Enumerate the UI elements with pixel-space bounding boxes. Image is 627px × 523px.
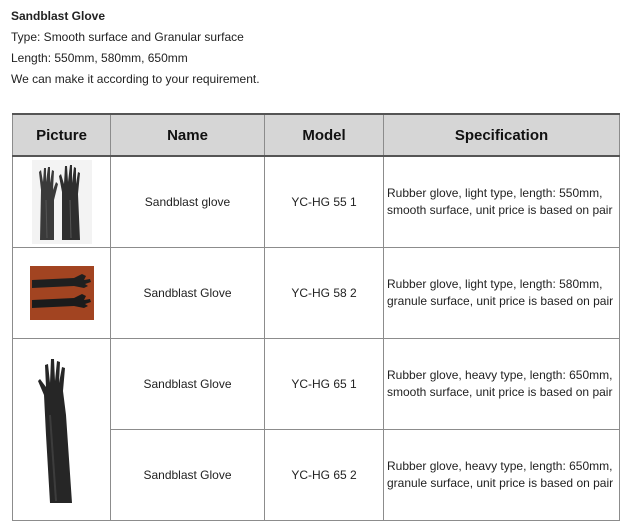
specification-cell bbox=[384, 156, 620, 248]
specification-cell bbox=[384, 248, 620, 339]
model-cell: YC-HG 55 1 bbox=[265, 156, 384, 248]
model-cell: YC-HG 65 1 bbox=[265, 339, 384, 430]
product-title: Sandblast Glove bbox=[11, 9, 106, 23]
specification-cell bbox=[384, 430, 620, 521]
picture-cell bbox=[13, 248, 111, 339]
length-line: Length: 550mm, 580mm, 650mm bbox=[11, 51, 188, 65]
model-cell: YC-HG 65 2 bbox=[265, 430, 384, 521]
glove-photo-light-smooth bbox=[32, 160, 92, 244]
table-row bbox=[13, 156, 620, 248]
name-cell: Sandblast Glove bbox=[111, 248, 265, 339]
picture-cell bbox=[13, 339, 111, 521]
header-model: Model bbox=[265, 114, 384, 156]
name-cell: Sandblast Glove bbox=[111, 430, 265, 521]
header-specification: Specification bbox=[384, 114, 620, 156]
glove-photo-light-granule bbox=[30, 266, 94, 320]
product-table bbox=[12, 113, 620, 521]
spec-line: Rubber glove, light type, length: 550mm, bbox=[387, 186, 603, 200]
glove-photo-heavy bbox=[32, 355, 92, 505]
table-header-row bbox=[13, 114, 620, 156]
model-cell: YC-HG 58 2 bbox=[265, 248, 384, 339]
spec-line: granule surface, unit price is based on pair bbox=[387, 294, 614, 308]
spec-line: Rubber glove, light type, length: 580mm, bbox=[387, 277, 603, 291]
header-picture: Picture bbox=[13, 114, 111, 156]
name-cell: Sandblast Glove bbox=[111, 339, 265, 430]
spec-line: granule surface, unit price is based on pair bbox=[387, 476, 614, 490]
custom-line: We can make it according to your requirement. bbox=[11, 72, 260, 86]
spec-line: smooth surface, unit price is based on pair bbox=[387, 385, 613, 399]
header-name: Name bbox=[111, 114, 265, 156]
table-row bbox=[13, 339, 620, 430]
spec-line: Rubber glove, heavy type, length: 650mm, bbox=[387, 459, 613, 473]
specification-cell bbox=[384, 339, 620, 430]
type-line: Type: Smooth surface and Granular surface bbox=[11, 30, 244, 44]
intro-text bbox=[11, 6, 260, 90]
spec-line: Rubber glove, heavy type, length: 650mm, bbox=[387, 368, 613, 382]
spec-line: smooth surface, unit price is based on pair bbox=[387, 203, 613, 217]
picture-cell bbox=[13, 156, 111, 248]
table-row bbox=[13, 248, 620, 339]
name-cell: Sandblast glove bbox=[111, 156, 265, 248]
